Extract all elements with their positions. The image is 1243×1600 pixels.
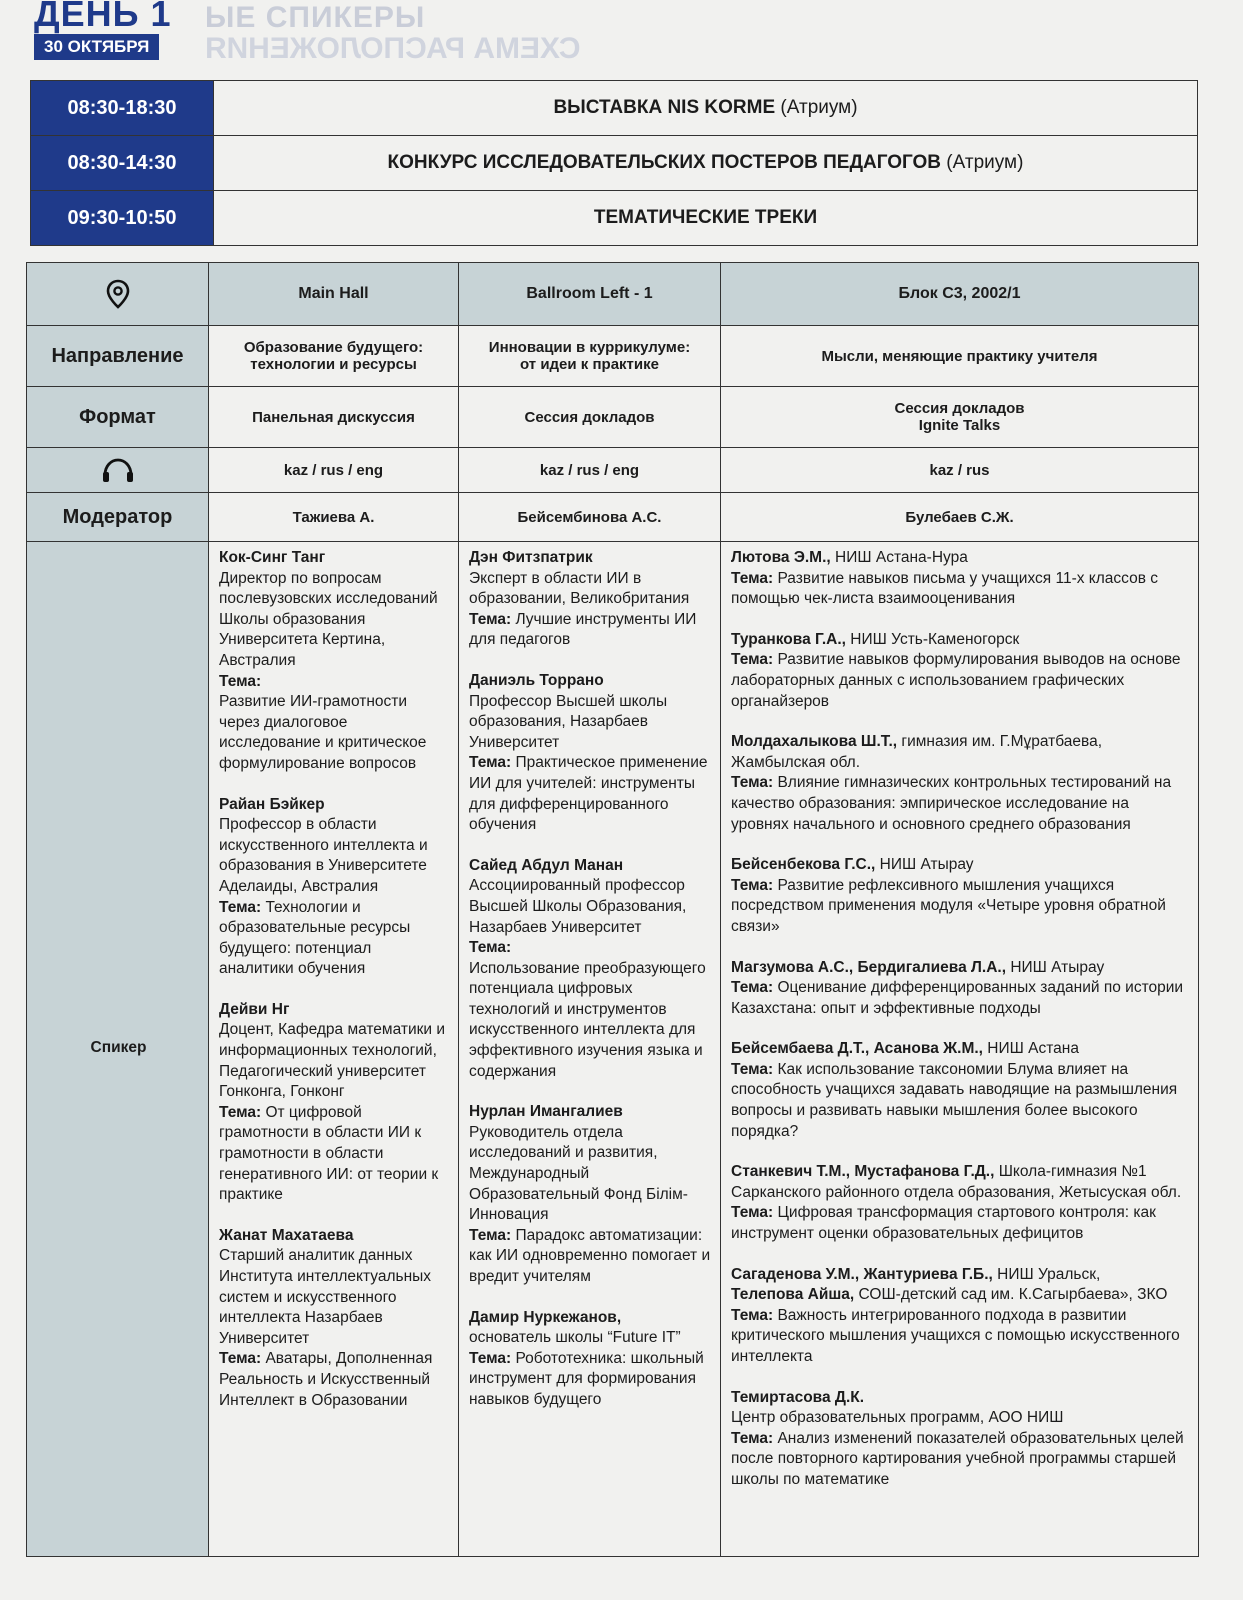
speaker-name: Лютова Э.М., xyxy=(731,549,831,566)
speaker-topic: Анализ изменений показателей образовательных целей после повторного картирования учебной программы старшей школы по математике xyxy=(731,1429,1184,1488)
speaker-topic: Как использование таксономии Блума влияет на способность учащихся задавать наводящие на размышления вопросы и развивать навыки мышления более высокого порядка? xyxy=(731,1060,1178,1140)
speaker-entry xyxy=(731,1388,1190,1491)
speaker-name: Бейсенбекова Г.С., xyxy=(731,856,876,874)
moderator-cell: Бейсембинова А.С. xyxy=(459,493,721,542)
topic-label: Тема: xyxy=(731,774,774,792)
schedule-event-place: (Атриум) xyxy=(941,152,1024,173)
speaker-info: НИШ Атырау xyxy=(875,856,974,874)
speaker-name: Дэн Фитзпатрик xyxy=(469,549,593,566)
format-line: Сессия докладов xyxy=(894,400,1025,417)
topic-label: Тема: xyxy=(731,1429,774,1447)
schedule-time: 09:30-10:50 xyxy=(31,191,214,246)
direction-label: Направление xyxy=(27,326,209,387)
topic-label: Тема: xyxy=(731,1204,774,1222)
format-line: Ignite Talks xyxy=(918,417,1001,434)
speaker-name: Жанат Махатаева xyxy=(219,1226,354,1244)
moderator-row xyxy=(27,493,1199,542)
speaker-entry xyxy=(731,1039,1190,1142)
speaker-name: Дейви Нг xyxy=(219,1000,290,1018)
speaker-topic: Парадокс автоматизации: как ИИ одновременно помогает и вредит учителям xyxy=(469,1226,711,1285)
speaker-info: Ассоциированный профессор Высшей Школы Образования, Назарбаев Университет xyxy=(469,877,687,936)
topic-label: Тема: xyxy=(219,898,262,916)
speaker-info: гимназия им. Г.Мұратбаева, Жамбылская обл. xyxy=(731,733,1103,771)
speaker-entry xyxy=(469,1102,712,1287)
speaker-entry xyxy=(731,1265,1190,1368)
schedule-row xyxy=(31,81,1198,136)
language-cell: kaz / rus / eng xyxy=(209,448,459,493)
speaker-info: НИШ Астана-Нура xyxy=(830,549,968,566)
headphones-icon xyxy=(101,457,135,483)
speaker-entry xyxy=(731,630,1190,712)
speaker-entry xyxy=(469,856,712,1083)
speaker-info: Школа-гимназия №1 Сарканского районного отдела образования, Жетысуская обл. xyxy=(731,1163,1182,1201)
speaker-entry xyxy=(731,958,1190,1020)
schedule-event-title: ТЕМАТИЧЕСКИЕ ТРЕКИ xyxy=(593,207,818,228)
speaker-info: Эксперт в области ИИ в образовании, Великобритания xyxy=(469,569,690,608)
speaker-topic: Развитие навыков письма у учащихся 11-х классов с помощью чек-листа взаимооценивания xyxy=(731,569,1158,608)
schedule-event-title: ВЫСТАВКА NIS KORME xyxy=(553,97,776,118)
speaker-info: НИШ Усть-Каменогорск xyxy=(845,630,1020,648)
speaker-name: Бейсембаева Д.Т., Асанова Ж.М., xyxy=(731,1040,983,1058)
direction-line: Инновации в куррикулуме: xyxy=(488,339,691,356)
language-row xyxy=(27,448,1199,493)
speakers-col-ballroom xyxy=(459,542,721,1557)
speaker-entry xyxy=(469,671,712,836)
format-cell: Сессия докладов xyxy=(459,387,721,448)
speaker-entry xyxy=(219,548,450,775)
speaker-topic: Использование преобразующего потенциала цифровых технологий и инструментов искусственного интеллекта для эффективного изучения языка и содержания xyxy=(469,959,706,1080)
location-cell xyxy=(27,263,209,326)
language-cell: kaz / rus xyxy=(721,448,1199,493)
halls-row xyxy=(27,263,1199,326)
direction-cell xyxy=(209,326,459,387)
moderator-label: Модератор xyxy=(27,493,209,542)
tracks-table xyxy=(26,262,1199,1557)
format-label: Формат xyxy=(27,387,209,448)
format-cell: Панельная дискуссия xyxy=(209,387,459,448)
direction-cell xyxy=(721,326,1199,387)
direction-line: технологии и ресурсы xyxy=(250,356,417,373)
moderator-cell: Тажиева А. xyxy=(209,493,459,542)
ghost-text-line2: СХЕМА РАСПОЛОЖЕНИЯ xyxy=(205,32,581,65)
speaker-entry xyxy=(731,548,1190,610)
speaker-info: Профессор Высшей школы образования, Назарбаев Университет xyxy=(469,692,668,751)
speaker-info: НИШ Уральск, xyxy=(992,1265,1101,1283)
schedule-event-place: (Атриум) xyxy=(775,97,858,118)
format-row xyxy=(27,387,1199,448)
speaker-topic: Развитие навыков формулирования выводов на основе лабораторных данных с использованием графических органайзеров xyxy=(731,651,1181,710)
speaker-info: Центр образовательных программ, АОО НИШ xyxy=(731,1409,1064,1427)
direction-line: Образование будущего: xyxy=(243,339,424,356)
topic-label: Тема: xyxy=(731,876,774,894)
topic-label: Тема: xyxy=(731,1060,774,1078)
schedule-time: 08:30-14:30 xyxy=(31,136,214,191)
format-cell xyxy=(721,387,1199,448)
speaker-name-2: Телепова Айша, xyxy=(731,1286,855,1304)
topic-label: Тема: xyxy=(469,939,512,957)
topic-label: Тема: xyxy=(469,1226,512,1244)
speaker-topic: Аватары, Дополненная Реальность и Искусственный Интеллект в Образовании xyxy=(219,1350,433,1409)
hall-main: Main Hall xyxy=(209,263,459,326)
speakers-col-main xyxy=(209,542,459,1557)
speaker-name: Нурлан Имангалиев xyxy=(469,1103,623,1121)
direction-row xyxy=(27,326,1199,387)
day-header xyxy=(34,0,172,60)
speaker-entry xyxy=(219,1226,450,1411)
speaker-entry xyxy=(469,1308,712,1411)
schedule-table xyxy=(30,80,1198,246)
speaker-name: Сагаденова У.М., Жантуриева Г.Б., xyxy=(731,1265,993,1283)
direction-line: от идеи к практике xyxy=(520,356,659,373)
schedule-event xyxy=(214,191,1198,246)
schedule-event xyxy=(214,136,1198,191)
topic-label: Тема: xyxy=(219,1350,262,1368)
speaker-name: Туранкова Г.А., xyxy=(731,630,846,648)
schedule-row xyxy=(31,136,1198,191)
speaker-name: Сайед Абдул Манан xyxy=(469,856,624,874)
topic-label: Тема: xyxy=(731,651,774,669)
moderator-cell: Булебаев С.Ж. xyxy=(721,493,1199,542)
speaker-info: Доцент, Кафедра математики и информационных технологий, Педагогический университет Гонконга, Гонконг xyxy=(219,1021,446,1101)
map-pin-icon xyxy=(105,279,131,309)
speaker-name: Кок-Синг Танг xyxy=(219,549,326,566)
speaker-label: Спикер xyxy=(27,542,209,1557)
speaker-entry xyxy=(731,855,1190,937)
language-cell: kaz / rus / eng xyxy=(459,448,721,493)
speaker-topic: Развитие ИИ-грамотности через диалоговое исследование и критическое формулирование вопросов xyxy=(219,693,427,772)
topic-label: Тема: xyxy=(731,569,774,587)
speakers-row xyxy=(27,542,1199,1557)
topic-label: Тема: xyxy=(731,979,774,997)
speaker-entry xyxy=(219,1000,450,1206)
speaker-topic: Практическое применение ИИ для учителей: инструменты для дифференцированного обучения xyxy=(469,754,708,834)
speaker-name: Дамир Нуркежанов, xyxy=(469,1308,622,1326)
speaker-entry xyxy=(469,548,712,651)
speaker-info: Руководитель отдела исследований и развития, Международный Образовательный Фонд Білім-Инновация xyxy=(469,1123,688,1224)
speaker-topic: Влияние гимназических контрольных тестирований на качество образования: эмпирическое исследование на уровнях начального и основного среднего образования xyxy=(731,774,1172,833)
topic-label: Тема: xyxy=(469,754,512,772)
topic-label: Тема: xyxy=(219,1103,262,1121)
speaker-entry xyxy=(731,732,1190,835)
schedule-event-title: КОНКУРС ИССЛЕДОВАТЕЛЬСКИХ ПОСТЕРОВ ПЕДАГОГОВ xyxy=(387,152,942,173)
schedule-event xyxy=(214,81,1198,136)
speaker-topic: Цифровая трансформация стартового контроля: как инструмент оценки образовательных дефицитов xyxy=(731,1204,1156,1243)
topic-label: Тема: xyxy=(469,610,512,628)
speaker-info-2: СОШ-детский сад им. К.Сагырбаева», ЗКО xyxy=(854,1286,1168,1304)
speaker-entry xyxy=(731,1162,1190,1244)
speaker-info: НИШ Астана xyxy=(982,1040,1079,1058)
day-date: 30 ОКТЯБРЯ xyxy=(34,34,159,60)
speaker-name: Темиртасова Д.К. xyxy=(731,1388,865,1406)
speaker-entry xyxy=(219,795,450,980)
day-title: ДЕНЬ 1 xyxy=(34,0,172,34)
schedule-time: 08:30-18:30 xyxy=(31,81,214,136)
speaker-topic: Оценивание дифференцированных заданий по истории Казахстана: опыт и эффективные подходы xyxy=(731,979,1184,1017)
speaker-name: Молдахалыкова Ш.Т., xyxy=(731,733,898,751)
speaker-topic: Лучшие инструменты ИИ для педагогов xyxy=(469,610,697,649)
topic-label: Тема: xyxy=(469,1349,512,1367)
speaker-info: НИШ Атырау xyxy=(1006,958,1105,976)
speaker-topic: Технологии и образовательные ресурсы будущего: потенциал аналитики обучения xyxy=(219,898,411,978)
speaker-info: основатель школы “Future IT” xyxy=(469,1329,681,1347)
speaker-topic: От цифровой грамотности в области ИИ к грамотности в области генеративного ИИ: от теории к практике xyxy=(219,1103,439,1204)
speaker-topic: Робототехника: школьный инструмент для формирования навыков будущего xyxy=(469,1349,704,1408)
speaker-topic: Развитие рефлексивного мышления учащихся посредством применения модуля «Четыре уровня обратной связи» xyxy=(731,876,1166,935)
speaker-info: Профессор в области искусственного интеллекта и образования в Университете Аделаиды, Австралия xyxy=(219,816,428,895)
speaker-name: Даниэль Торрано xyxy=(469,671,604,689)
hall-block-c3: Блок С3, 2002/1 xyxy=(721,263,1199,326)
language-label-cell xyxy=(27,448,209,493)
schedule-row xyxy=(31,191,1198,246)
speakers-col-block-c3 xyxy=(721,542,1199,1557)
topic-label: Тема: xyxy=(731,1306,774,1324)
direction-line: Мысли, меняющие практику учителя xyxy=(821,347,1098,365)
speaker-info: Директор по вопросам послевузовских исследований Школы образования Университета Кертина, Австралия xyxy=(219,569,438,669)
speaker-info: Старший аналитик данных Института интеллектуальных систем и искусственного интеллекта Назарбаев Университет xyxy=(219,1247,432,1347)
ghost-text-line1: ЫЕ СПИКЕРЫ xyxy=(205,1,426,34)
topic-label: Тема: xyxy=(219,672,262,690)
direction-cell xyxy=(459,326,721,387)
speaker-topic: Важность интегрированного подхода в развитии критического мышления учащихся с помощью искусственного интеллекта xyxy=(731,1306,1180,1365)
speaker-name: Станкевич Т.М., Мустафанова Г.Д., xyxy=(731,1163,995,1181)
hall-ballroom: Ballroom Left - 1 xyxy=(459,263,721,326)
speaker-name: Магзумова А.С., Бердигалиева Л.А., xyxy=(731,958,1007,976)
speaker-name: Райан Бэйкер xyxy=(219,795,325,813)
